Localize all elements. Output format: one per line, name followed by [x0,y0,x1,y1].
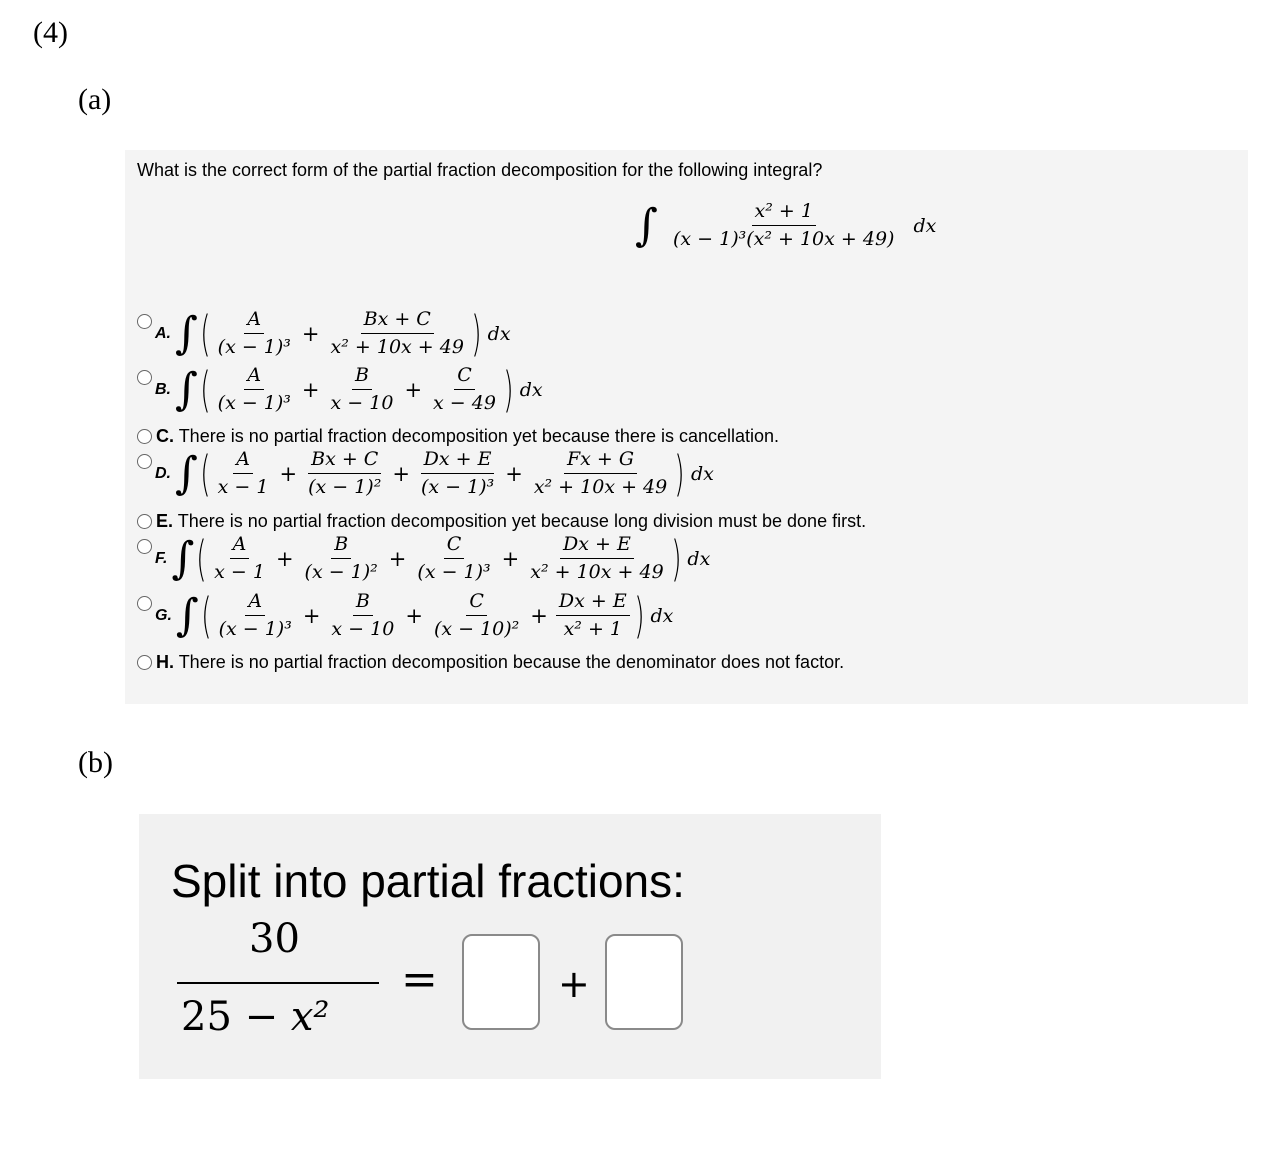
term-numerator: Fx + G [564,448,637,474]
term-denominator: x² + 10x + 49 [330,336,464,358]
term-numerator: A [233,448,253,474]
close-paren: ) [471,305,482,362]
option-letter: B. [155,380,171,398]
denominator-constant: 25 [181,994,232,1040]
term-fraction [328,590,397,641]
answer-box-1[interactable] [462,934,540,1030]
differential: dx [487,322,511,345]
plus-sign: + [558,962,590,1006]
term-numerator: Dx + E [421,448,495,474]
term-numerator: Dx + E [560,533,634,559]
option-letter: F. [155,549,168,567]
option-body: There is no partial fraction decomposition because the denominator does not factor. [178,652,845,672]
radio-option-h[interactable] [137,655,152,670]
term-fraction [215,448,272,499]
plus-sign: + [392,461,410,486]
term-numerator: A [230,533,250,559]
term-denominator: x − 10 [331,618,395,640]
plus-sign: + [501,546,520,571]
term-numerator: A [244,308,264,334]
radio-option-b[interactable] [137,370,152,385]
term-fraction [328,308,467,359]
option-letter: A. [155,324,171,342]
given-denominator: (x − 1)³(x² + 10x + 49) [672,228,895,250]
fraction-bar [177,982,379,984]
term-fraction [556,590,630,641]
option-f[interactable] [137,530,711,587]
option-h-text [156,652,844,673]
given-integral [635,200,936,251]
term-fraction [414,533,493,584]
option-letter: G. [155,606,172,624]
option-e[interactable] [137,511,866,532]
question-panel-b [139,814,881,1079]
open-paren: ( [200,445,211,502]
term-denominator: (x − 1)³ [217,336,291,358]
plus-sign: + [530,603,548,628]
split-prompt: Split into partial fractions: [171,855,685,907]
term-fraction [305,448,384,499]
radio-option-c[interactable] [137,429,152,444]
plus-sign: + [505,461,523,486]
term-fraction [215,364,294,415]
fraction-denominator [181,994,329,1040]
option-e-text [156,511,866,532]
close-paren: ) [674,445,685,502]
term-numerator: C [454,364,475,390]
option-body: There is no partial fraction decomposition yet because there is cancellation. [178,426,780,446]
option-a[interactable] [137,305,511,362]
term-numerator: A [245,590,265,616]
term-denominator: (x − 1)³ [217,392,291,414]
close-paren: ) [633,587,645,644]
term-fraction [215,308,294,359]
question-panel-a [125,150,1248,704]
integral-sign: ∫ [175,307,198,359]
denominator-variable: x² [290,994,330,1040]
term-denominator: x² + 10x + 49 [533,476,668,498]
term-numerator: Bx + C [361,308,434,334]
option-letter: C. [156,426,174,446]
plus-sign: + [275,546,294,571]
plus-sign: + [301,321,320,346]
integral-sign: ∫ [175,447,198,499]
part-b-label: (b) [78,746,113,779]
term-denominator: (x − 1)² [308,476,382,498]
term-denominator: (x − 1)³ [218,618,292,640]
close-paren: ) [670,530,682,587]
equals-sign: = [401,954,438,1005]
term-fraction [302,533,381,584]
term-numerator: B [352,364,372,390]
term-numerator: Dx + E [556,590,630,616]
close-paren: ) [503,361,514,418]
option-body: There is no partial fraction decomposition yet because long division must be done first. [177,511,867,531]
plus-sign: + [388,546,407,571]
differential: dx [687,547,711,570]
part-a-label: (a) [78,83,112,116]
differential: dx [913,214,937,237]
term-denominator: (x − 1)² [304,561,378,583]
term-numerator: B [331,533,351,559]
plus-sign: + [404,377,423,402]
radio-option-e[interactable] [137,514,152,529]
given-numerator: x² + 1 [752,200,816,226]
term-denominator: (x − 10)² [433,618,520,640]
term-fraction [527,533,666,584]
plus-sign: + [302,603,321,628]
term-denominator: (x − 1)³ [417,561,491,583]
term-fraction [430,364,499,415]
term-numerator: C [444,533,465,559]
plus-sign: + [405,603,423,628]
radio-option-a[interactable] [137,314,152,329]
fraction-numerator: 30 [249,916,300,962]
open-paren: ( [200,305,211,362]
term-denominator: x − 49 [433,392,496,414]
option-h[interactable] [137,652,844,673]
term-fraction [531,448,670,499]
open-paren: ( [201,587,212,644]
option-c-text [156,426,779,447]
option-b[interactable] [137,361,543,418]
radio-option-d[interactable] [137,454,152,469]
radio-option-g[interactable] [137,596,152,611]
integral-sign: ∫ [175,589,199,641]
option-d[interactable] [137,445,714,502]
plus-sign: + [301,377,320,402]
term-fraction [431,590,522,641]
term-denominator: x − 1 [217,476,269,498]
term-fraction [328,364,397,415]
term-fraction [211,533,268,584]
term-numerator: B [353,590,373,616]
differential: dx [519,378,543,401]
term-denominator: (x − 1)³ [420,476,495,498]
problem-number: (4) [33,16,68,49]
integral-sign: ∫ [635,199,658,251]
option-letter: D. [155,464,171,482]
question-text: What is the correct form of the partial fraction decomposition for the following integral? [137,160,823,180]
open-paren: ( [200,361,211,418]
term-fraction [216,590,295,641]
integral-sign: ∫ [175,363,198,415]
open-paren: ( [196,530,207,587]
differential: dx [690,462,714,485]
term-denominator: x − 1 [214,561,265,583]
term-numerator: Bx + C [308,448,381,474]
minus-sign: − [244,994,279,1040]
option-letter: E. [156,511,174,531]
term-denominator: x² + 1 [563,618,623,640]
given-fraction [670,200,897,251]
plus-sign: + [279,461,298,486]
term-numerator: A [244,364,264,390]
radio-option-f[interactable] [137,539,152,554]
term-denominator: x² + 10x + 49 [530,561,664,583]
option-letter: H. [156,652,174,672]
option-g[interactable] [137,587,674,644]
differential: dx [650,604,674,627]
answer-box-2[interactable] [605,934,683,1030]
term-numerator: C [466,590,487,616]
option-c[interactable] [137,426,779,447]
term-fraction [418,448,497,499]
integral-sign: ∫ [171,532,195,584]
term-denominator: x − 10 [330,392,394,414]
